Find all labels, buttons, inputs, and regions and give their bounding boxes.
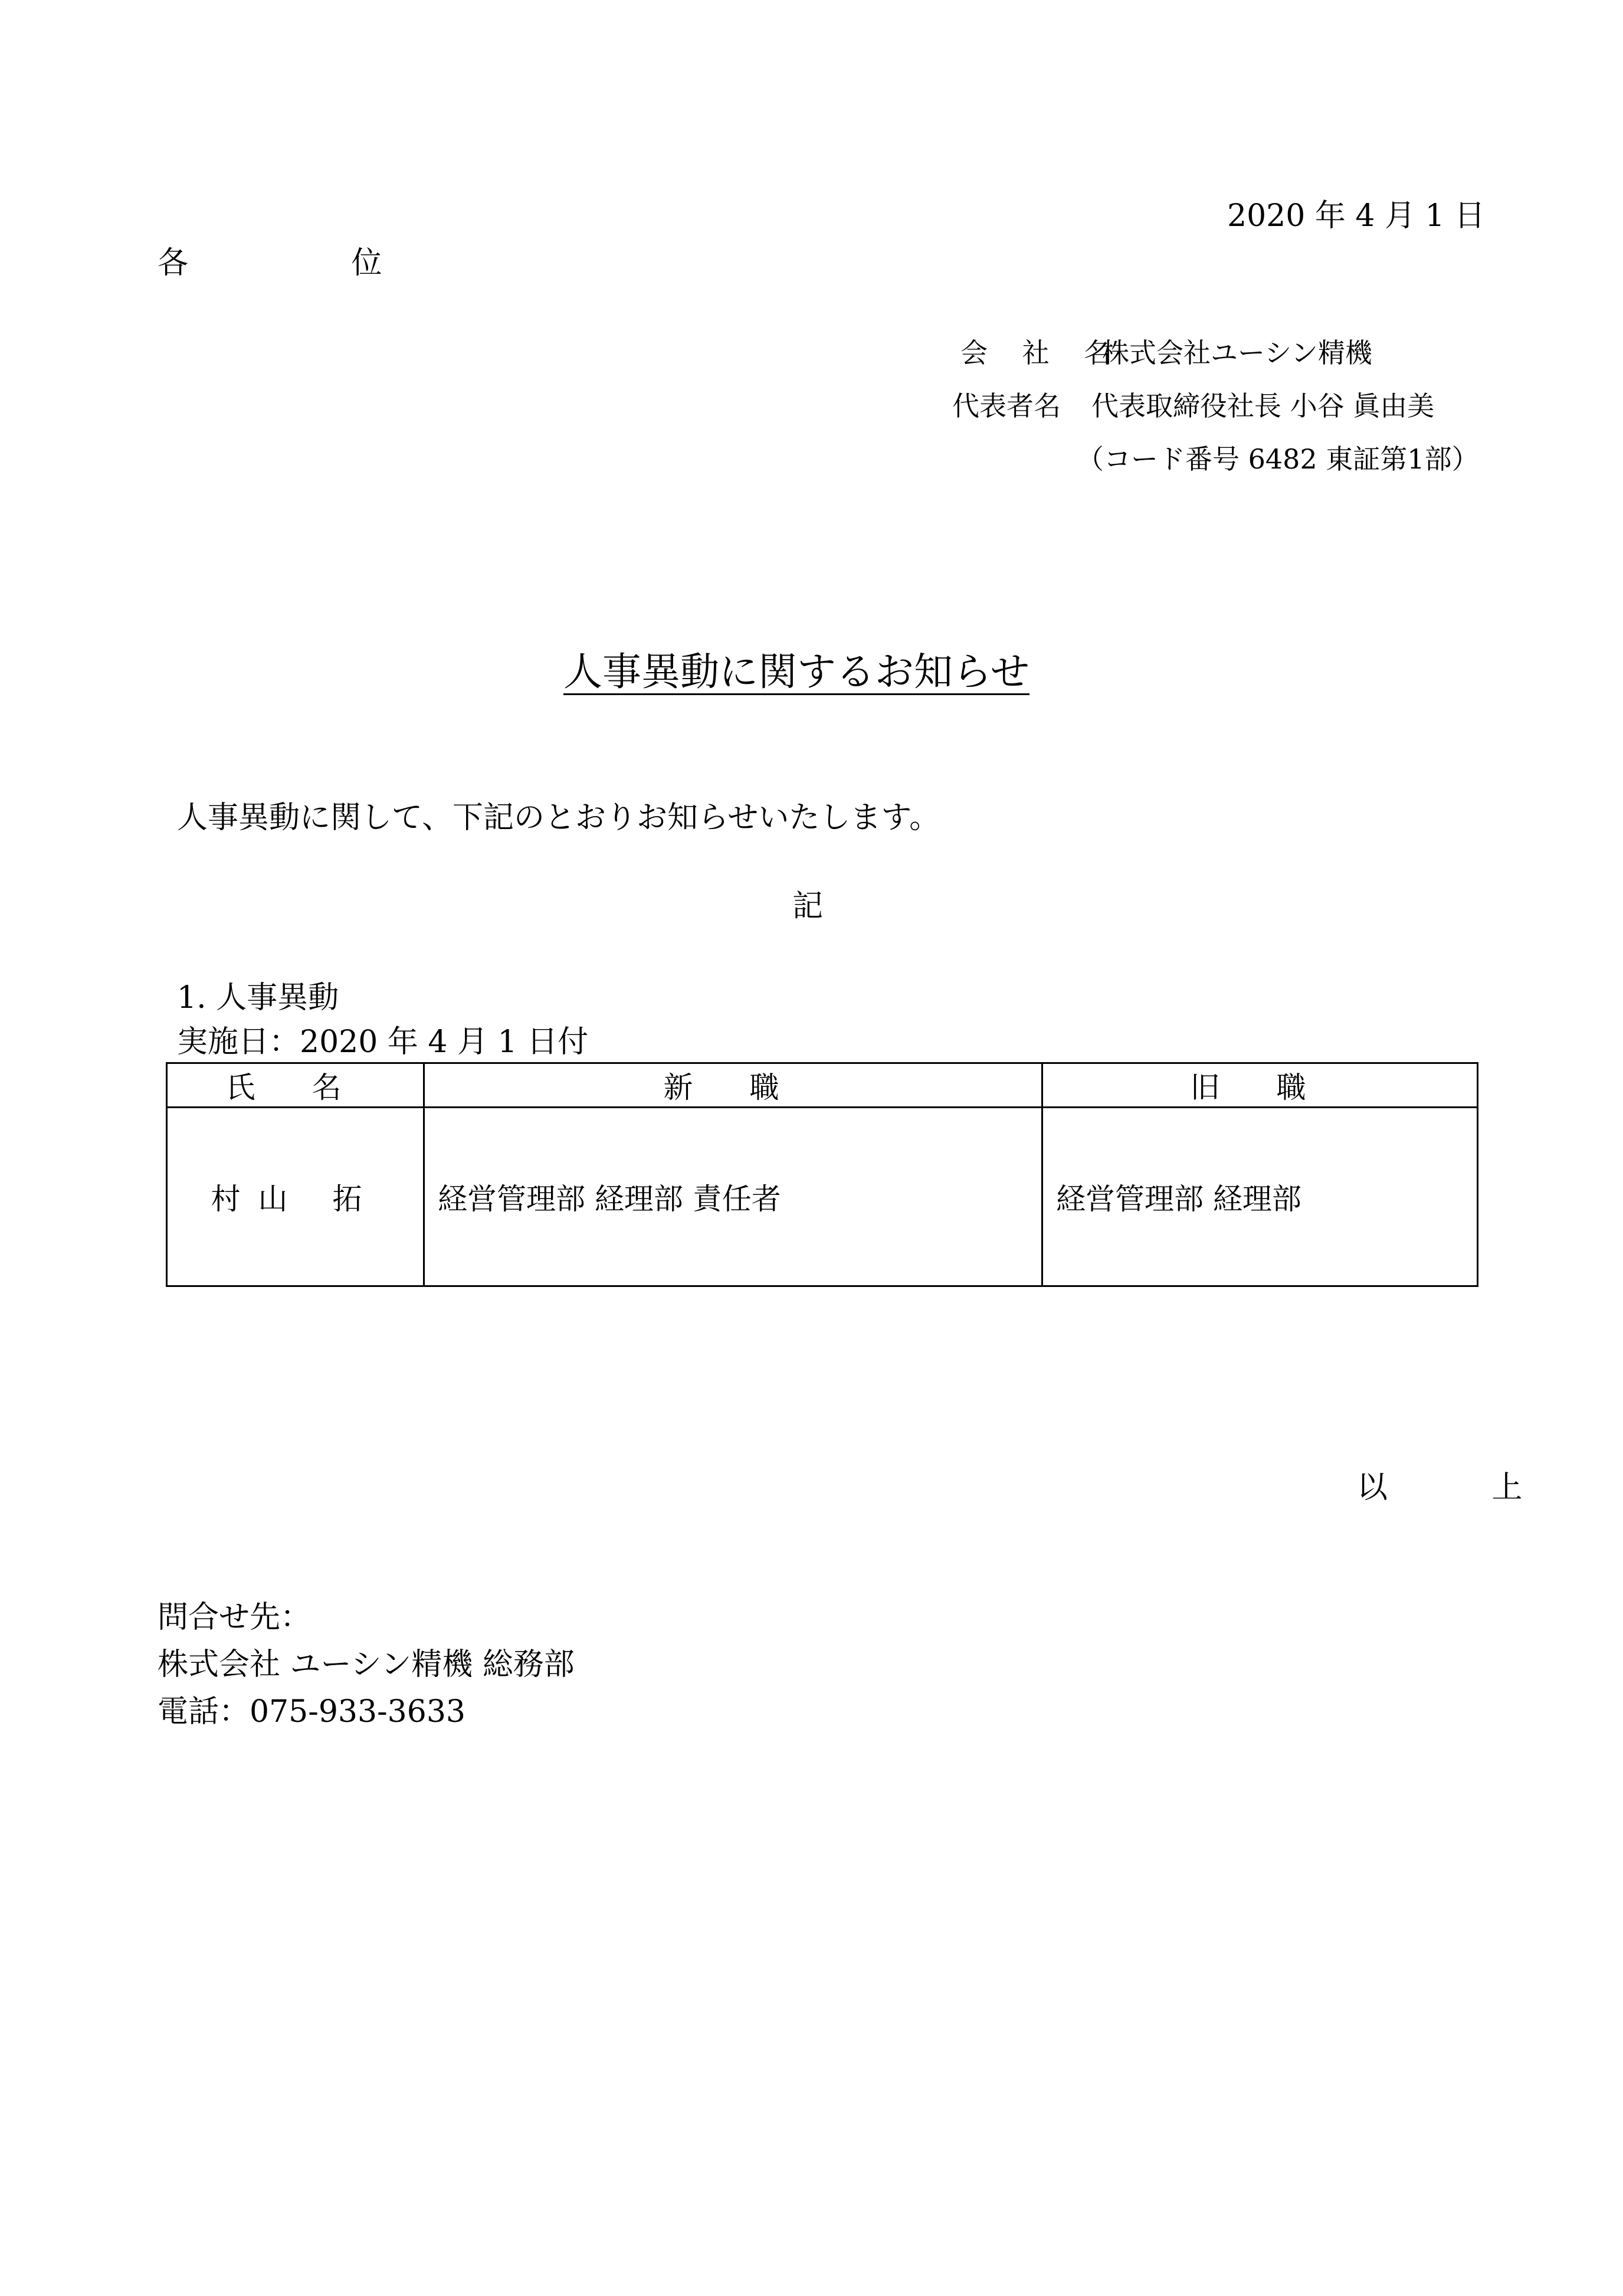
closing-mark: 以 上 <box>1357 1470 1570 1505</box>
cell-new-position: 経営管理部 経理部 責任者 <box>424 1108 1042 1286</box>
company-name-label: 会 社 名 <box>960 337 1124 369</box>
personnel-table <box>166 1062 1478 1287</box>
stock-code-line: （コード番号 6482 東証第1部） <box>1077 443 1479 475</box>
section-heading: 1. 人事異動 <box>177 980 339 1016</box>
intro-paragraph: 人事異動に関して、下記のとおりお知らせいたします。 <box>177 800 940 836</box>
contact-heading: 問合せ先： <box>158 1600 312 1635</box>
table-header-row <box>167 1063 1478 1108</box>
company-name: 株式会社ユーシン精機 <box>1102 337 1372 369</box>
table-row <box>167 1108 1478 1286</box>
ki-marker: 記 <box>792 889 824 924</box>
header-name: 氏 名 <box>167 1063 424 1108</box>
representative-name: 代表取締役社長 小谷 眞由美 <box>1091 390 1435 422</box>
contact-phone: 電話：075-933-3633 <box>158 1694 465 1730</box>
addressee: 各 位 <box>158 245 459 281</box>
header-old-position: 旧 職 <box>1042 1063 1478 1108</box>
cell-old-position: 経営管理部 経理部 <box>1042 1108 1478 1286</box>
document-title: 人事異動に関するお知らせ <box>563 649 1030 695</box>
representative-label: 代表者名 <box>952 390 1061 422</box>
cell-name: 村山 拓 <box>167 1108 424 1286</box>
effective-date: 実施日：2020 年 4 月 1 日付 <box>177 1024 589 1060</box>
document-date: 2020 年 4 月 1 日 <box>1227 198 1486 234</box>
contact-company: 株式会社 ユーシン精機 総務部 <box>158 1647 575 1682</box>
header-new-position: 新 職 <box>424 1063 1042 1108</box>
